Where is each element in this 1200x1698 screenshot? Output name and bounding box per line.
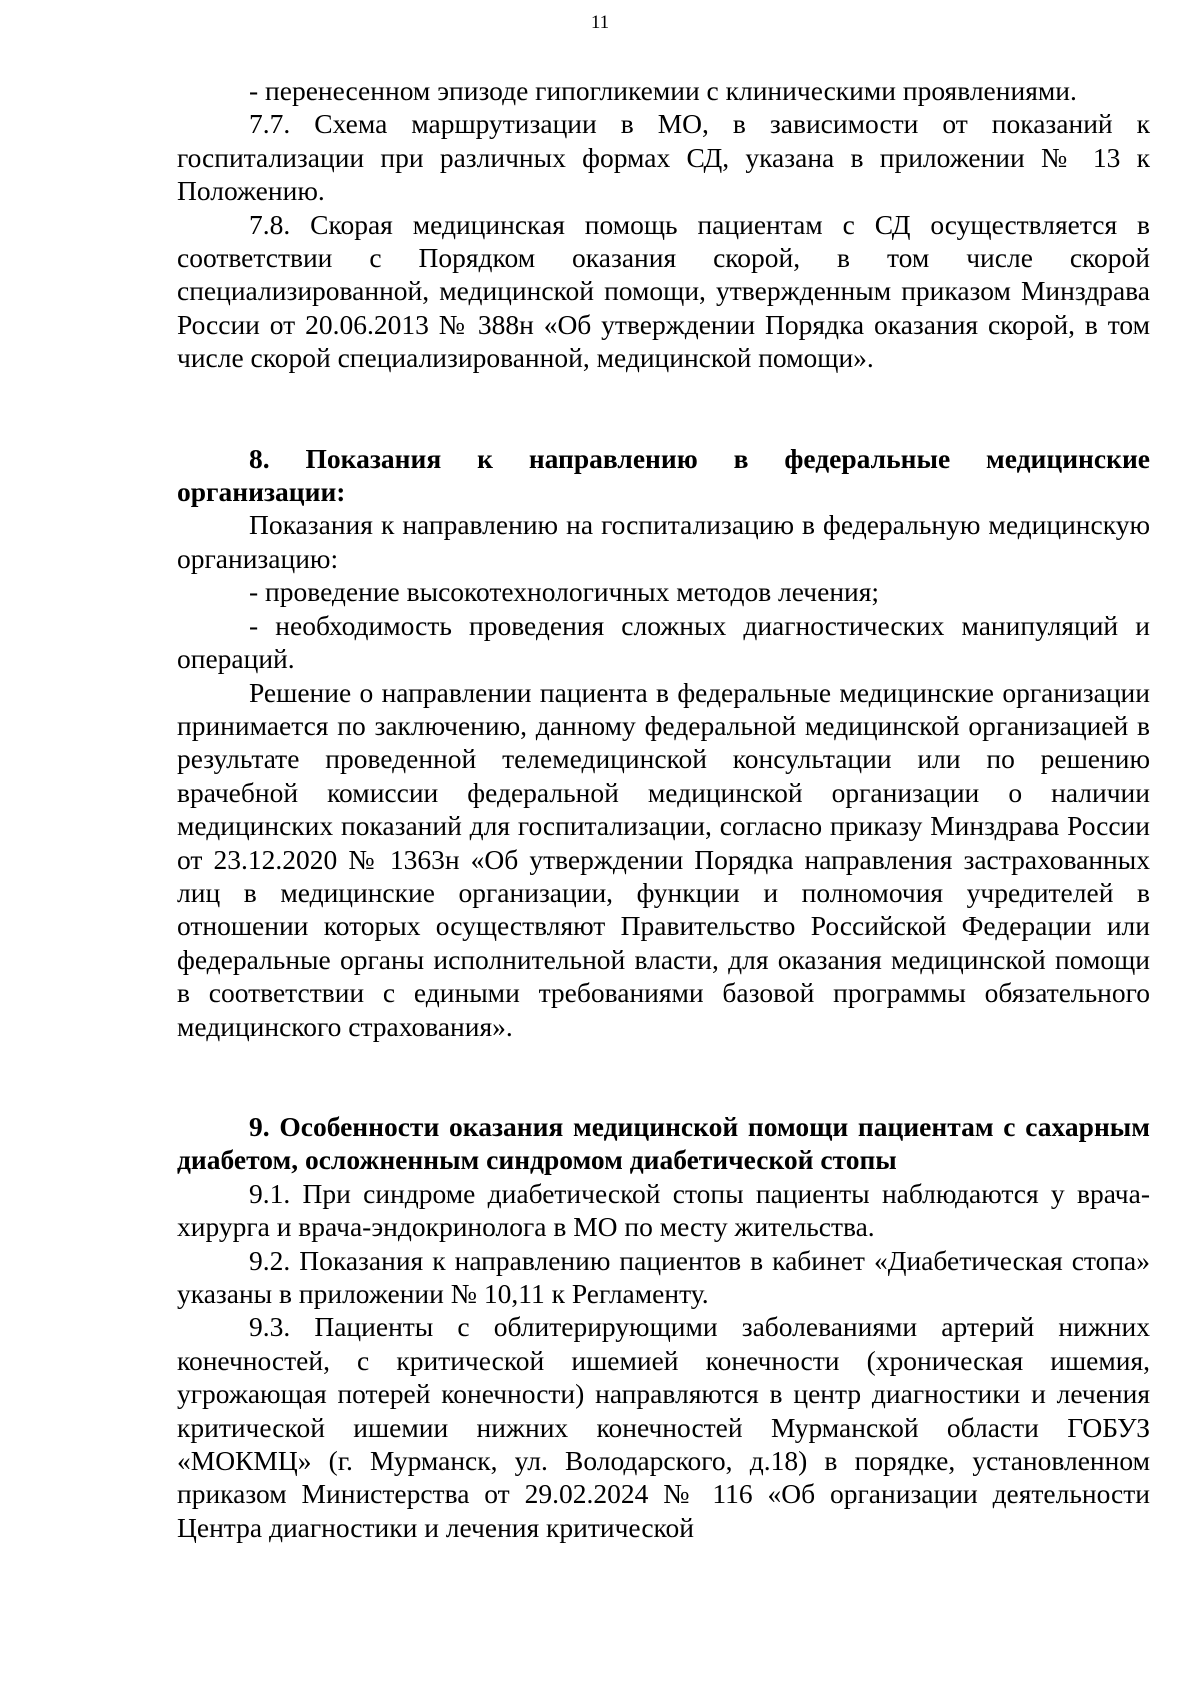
section-spacer	[177, 375, 1150, 442]
paragraph-9-3: 9.3. Пациенты с облитерирующими заболеваниями артерий нижних конечностей, с критической ишемией конечности (хроническая ишемия, угрожающая потерей конечности) направляются в центр диагностики и лечения критической ишемии нижних конечностей Мурманской области ГОБУЗ «МОКМЦ» (г. Мурманск, ул. Володарского, д.18) в порядке, установленном приказом Министерства от 29.02.2024 № 116 «Об организации деятельности Центра диагностики и лечения критической	[177, 1311, 1150, 1543]
paragraph-9-1: 9.1. При синдроме диабетической стопы пациенты наблюдаются у врача-хирурга и врача-эндокринолога в МО по месту жительства.	[177, 1177, 1150, 1243]
paragraph-8-complex-procedures: - необходимость проведения сложных диагностических манипуляций и операций.	[177, 609, 1150, 675]
paragraph-8-decision: Решение о направлении пациента в федеральные медицинские организации принимается по заключению, данному федеральной медицинской организацией в результате проведенной телемедицинской консультации или по решению врачебной комиссии федеральной медицинской организации о наличии медицинских показаний для госпитализации, согласно приказу Минздрава России от 23.12.2020 № 1363н «Об утверждении Порядка направления застрахованных лиц в медицинские организации, функции и полномочия учредителей в отношении которых осуществляют Правительство Российской Федерации или федеральные органы исполнительной власти, для оказания медицинской помощи в соответствии с едиными требованиями базовой программы обязательного медицинского страхования».	[177, 676, 1150, 1042]
page-number: 11	[590, 12, 610, 33]
section-9-heading: 9. Особенности оказания медицинской помощи пациентам с сахарным диабетом, осложненным синдромом диабетической стопы	[177, 1110, 1150, 1176]
paragraph-8-high-tech: - проведение высокотехнологичных методов лечения;	[249, 576, 880, 608]
paragraph-hypoglycemia-item: - перенесенном эпизоде гипогликемии с клиническими проявлениями.	[249, 75, 1077, 106]
section-spacer	[177, 1043, 1150, 1110]
paragraph-9-2: 9.2. Показания к направлению пациентов в кабинет «Диабетическая стопа» указаны в приложении № 10,11 к Регламенту.	[177, 1244, 1150, 1309]
paragraph-8-indications: Показания к направлению на госпитализацию в федеральную медицинскую организацию:	[177, 509, 1150, 574]
document-body	[177, 74, 1150, 1544]
paragraph-7-7: 7.7. Схема маршрутизации в МО, в зависимости от показаний к госпитализации при различных формах СД, указана в приложении № 13 к Положению.	[177, 108, 1150, 207]
paragraph-7-8: 7.8. Скорая медицинская помощь пациентам с СД осуществляется в соответствии с Порядком оказания скорой, в том числе скорой специализированной, медицинской помощи, утвержденным приказом Минздрава России от 20.06.2013 № 388н «Об утверждении Порядка оказания скорой, в том числе скорой специализированной, медицинской помощи».	[177, 208, 1150, 374]
section-8-heading: 8. Показания к направлению в федеральные медицинские организации:	[177, 442, 1150, 508]
